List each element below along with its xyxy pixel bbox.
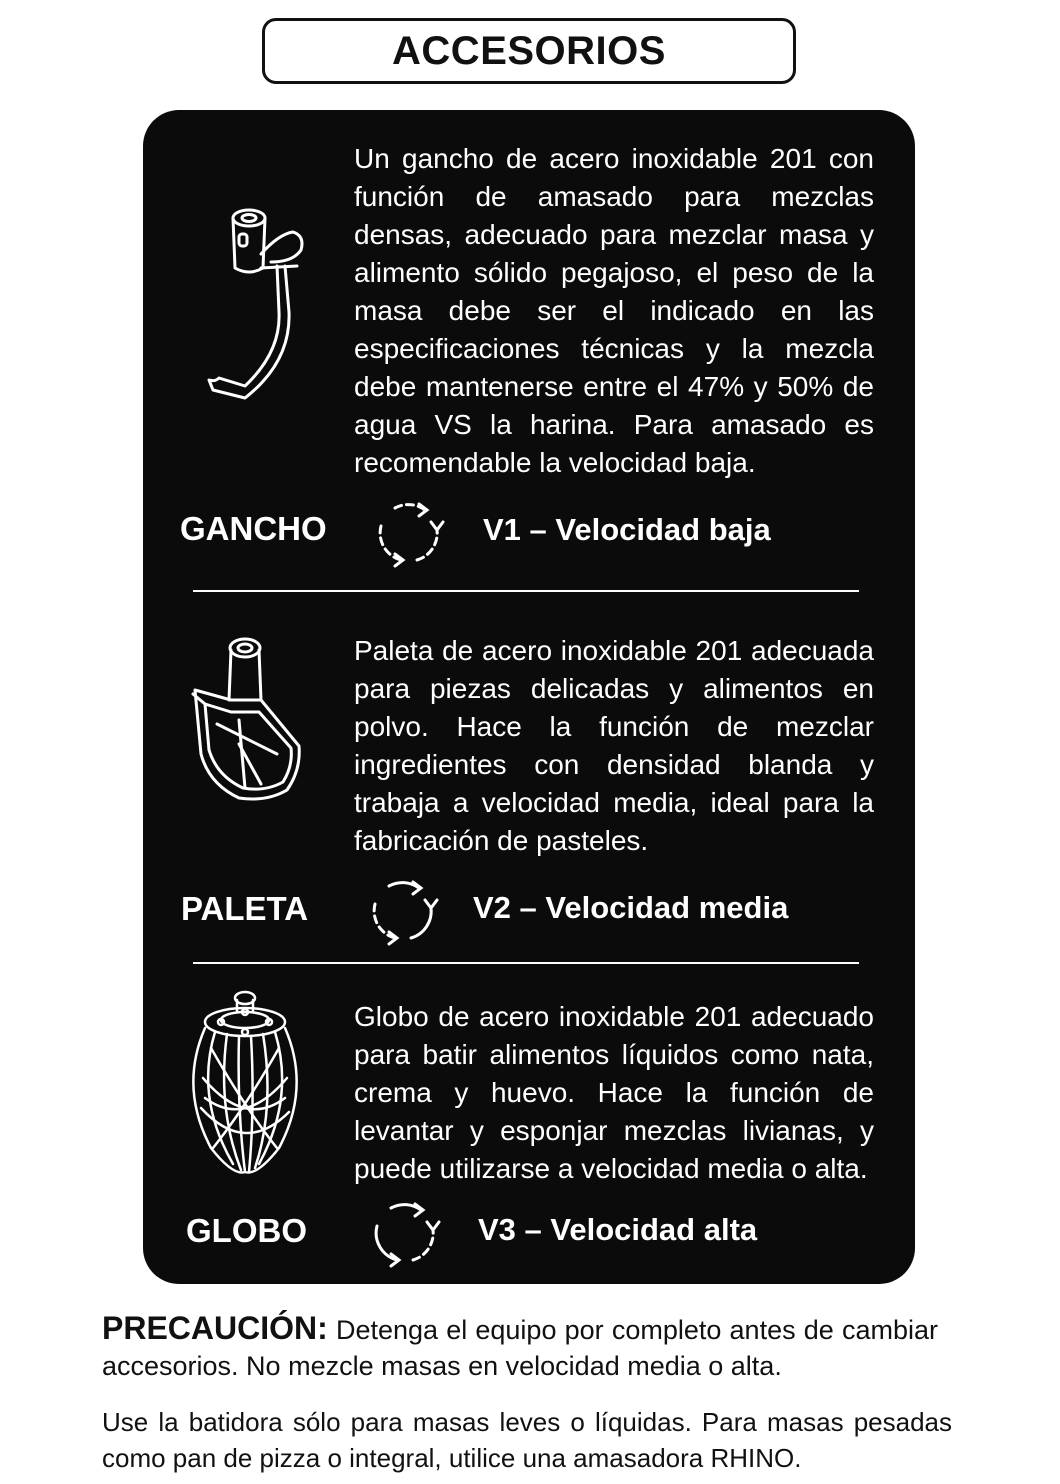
paleta-description: Paleta de acero inoxidable 201 adecuada para piezas delicadas y alimentos en polvo. Hace la función de mezclar ingredientes con densidad blanda y trabaja a velocidad media, ideal para la fabricación de pasteles. — [354, 635, 874, 856]
caution-paragraph — [102, 1310, 938, 1384]
globo-speed: V3 – Velocidad alta — [478, 1212, 758, 1247]
gancho-speed: V1 – Velocidad baja — [483, 512, 771, 547]
paleta-label: PALETA — [181, 890, 309, 927]
flat-beater-icon — [187, 634, 307, 810]
usage-note: Use la batidora sólo para masas leves o líquidas. Para masas pesadas como pan de pizza o integral, utilice una amasadora RHINO. — [102, 1407, 952, 1473]
dough-hook-icon — [201, 202, 317, 412]
paleta-speed: V2 – Velocidad media — [473, 890, 789, 925]
title-box — [262, 18, 796, 84]
gancho-description: Un gancho de acero inoxidable 201 con función de amasado para mezclas densas, adecuado para mezclar masa y alimento sólido pegajoso, el peso de la masa debe ser el indicado en las especificaciones técnicas y la mezcla debe mantenerse entre el 47% y 50% de agua VS la harina. Para amasado es recomendable la velocidad baja. — [354, 143, 874, 478]
caution-text: Detenga el equipo por completo antes de cambiar accesorios. No mezcle masas en velocidad media o alta. — [102, 1315, 938, 1381]
gancho-label: GANCHO — [180, 510, 327, 547]
rotation-icon — [365, 876, 441, 948]
globo-label: GLOBO — [186, 1212, 307, 1249]
divider — [193, 590, 859, 592]
divider — [193, 962, 859, 964]
caution-label: PRECAUCIÓN: — [102, 1310, 328, 1346]
wire-whisk-icon — [181, 988, 309, 1178]
rotation-icon — [367, 1198, 443, 1270]
rotation-icon — [371, 498, 447, 570]
globo-description: Globo de acero inoxidable 201 adecuado para batir alimentos líquidos como nata, crema y huevo. Hace la función de levantar y esponjar mezclas livianas, y puede utilizarse a velocidad media o alta. — [354, 1001, 874, 1184]
page-title: ACCESORIOS — [392, 28, 666, 73]
accessories-panel — [143, 110, 915, 1284]
